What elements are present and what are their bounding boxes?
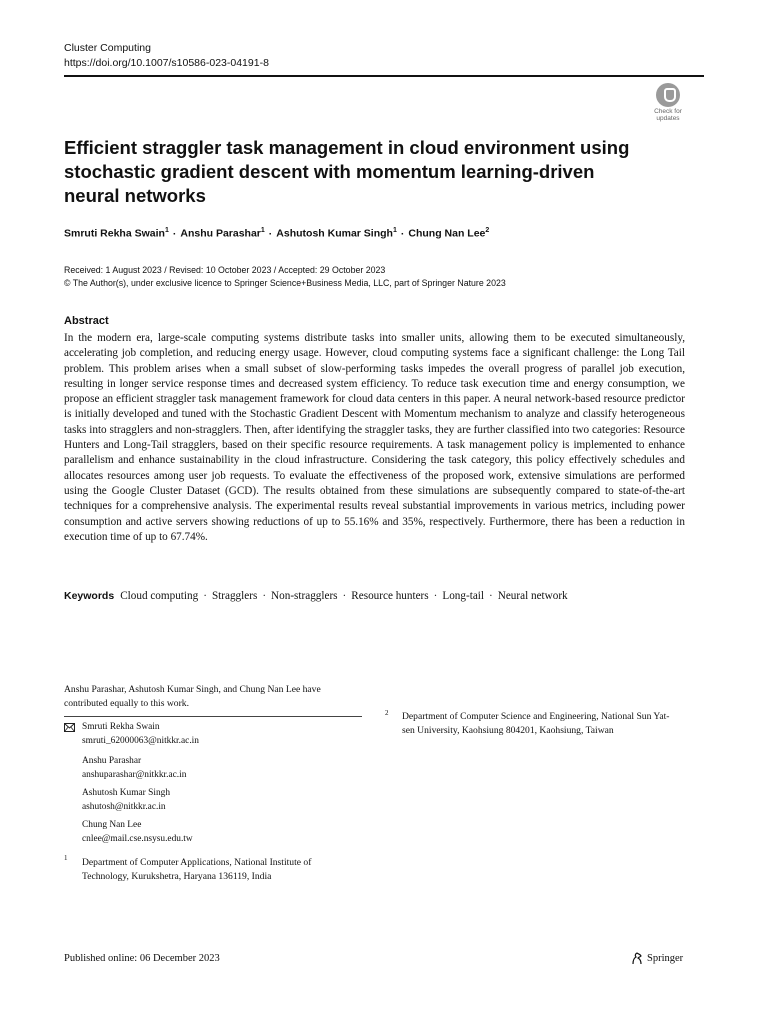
published-online: Published online: 06 December 2023: [64, 953, 220, 964]
check-for-updates-icon: [656, 83, 680, 107]
abstract-heading: Abstract: [64, 315, 109, 327]
contact-entry: [82, 819, 193, 846]
copyright-line: © The Author(s), under exclusive licence to Springer Science+Business Media, LLC, part of Springer Nature 2023: [64, 278, 506, 288]
contact-entry: [82, 721, 199, 748]
contact-name: Anshu Parashar: [82, 756, 142, 766]
author-separator: ·: [400, 227, 405, 240]
paper-title: Efficient straggler task management in cloud environment using stochastic gradient descent with momentum learning-driven neural networks: [64, 137, 630, 206]
keyword: Cloud computing: [120, 590, 199, 602]
author-name[interactable]: Chung Nan Lee: [408, 227, 486, 240]
abstract-text: In the modern era, large-scale computing systems distribute tasks into smaller units, allowing them to be executed simultaneously, accelerating job completion, and reducing energy usage. However, cloud computing systems face a significant challenge: the Long Tail problem. This problem arises when a small subset of slow-performing tasks impedes the overall progress of parallel job execution, resulting in longer service response times and decreased system efficiency. To reduce task execution time and energy consumption, we propose an efficient straggler task management framework for cloud data centers in this paper. A neural network-based resource predictor is initially developed and tuned with the Stochastic Gradient Descent with Momentum mechanism to analyze and classify heterogeneous tasks into stragglers and non-stragglers. Then, after identifying the straggler tasks, they are further classified into two categories: Resource Hunters and Long-Tail stragglers, based on their specific resource requirements. A task management policy is implemented to enhance parallelism and enhance sustainability in the cloud infrastructure. Considering the task category, this policy effectively schedules and allocates resources among user job requests. To evaluate the effectiveness of the proposed work, extensive simulations are performed using the Google Cluster Dataset (GCD). The results obtained from these simulations are subsequently compared to state-of-the-art techniques for a comprehensive analysis. The experimental results reveal substantial improvements in various metrics, including power consumption and active servers showing reductions of up to 55.16% and 35%, respectively. Furthermore, there has been a reduction in execution time of up to 67.74%.: [64, 332, 685, 543]
author-affiliation-mark: 1: [164, 227, 169, 234]
keyword: Neural network: [497, 590, 568, 602]
keywords-label: Keywords: [64, 590, 115, 602]
author-separator: ·: [268, 227, 273, 240]
author-name[interactable]: Ashutosh Kumar Singh: [276, 227, 393, 240]
check-updates-line2: updates: [656, 115, 680, 122]
author-name[interactable]: Anshu Parashar: [180, 227, 261, 240]
author-name[interactable]: Smruti Rekha Swain: [64, 227, 165, 240]
footnote-rule: [64, 716, 362, 717]
publication-dates: [64, 264, 506, 290]
header-rule: [64, 75, 704, 77]
keywords: Keywords Cloud computing · Stragglers · Non-stragglers · Resource hunters · Long-tail · Neural network: [64, 590, 568, 602]
contact-name: Chung Nan Lee: [82, 820, 142, 830]
affiliation-number: 2: [385, 709, 389, 717]
author-affiliation-mark: 1: [260, 227, 265, 234]
equal-contribution-note: Anshu Parashar, Ashutosh Kumar Singh, and Chung Nan Lee have contributed equally to this work.: [64, 684, 321, 709]
contact-email[interactable]: anshuparashar@nitkkr.ac.in: [82, 769, 187, 780]
contact-email[interactable]: ashutosh@nitkkr.ac.in: [82, 801, 166, 812]
contact-name: Ashutosh Kumar Singh: [82, 788, 171, 798]
publisher-name: Springer: [647, 953, 684, 964]
publisher-logo[interactable]: [631, 952, 683, 965]
contact-email[interactable]: cnlee@mail.cse.nsysu.edu.tw: [82, 833, 193, 844]
journal-name: Cluster Computing: [64, 42, 151, 54]
keyword: Resource hunters: [351, 590, 429, 602]
affiliation-text: Department of Computer Science and Engineering, National Sun Yat-sen University, Kaohsiung 804201, Kaohsiung, Taiwan: [402, 711, 670, 736]
author-affiliation-mark: 1: [392, 227, 397, 234]
keyword: Long-tail: [442, 590, 485, 602]
received-revised-accepted: Received: 1 August 2023 / Revised: 10 October 2023 / Accepted: 29 October 2023: [64, 265, 386, 275]
doi-link[interactable]: https://doi.org/10.1007/s10586-023-04191-8: [64, 57, 269, 69]
affiliation-number: 1: [64, 854, 68, 862]
check-for-updates-button[interactable]: [648, 83, 688, 125]
check-updates-line1: Check for: [654, 108, 682, 115]
author-affiliation-mark: 2: [485, 227, 490, 234]
springer-horse-icon: [631, 952, 643, 965]
contact-entry: [82, 755, 186, 782]
envelope-icon: [64, 723, 75, 732]
author-list: [64, 224, 489, 241]
contact-name: Smruti Rekha Swain: [82, 722, 160, 732]
contact-email[interactable]: smruti_62000063@nitkkr.ac.in: [82, 735, 199, 746]
journal-header: [64, 41, 269, 71]
affiliation-text: Department of Computer Applications, National Institute of Technology, Kurukshetra, Haryana 136119, India: [82, 857, 312, 882]
keyword: Non-stragglers: [271, 590, 338, 602]
contact-entry: [82, 787, 170, 814]
keyword: Stragglers: [211, 590, 258, 602]
author-separator: ·: [172, 227, 177, 240]
